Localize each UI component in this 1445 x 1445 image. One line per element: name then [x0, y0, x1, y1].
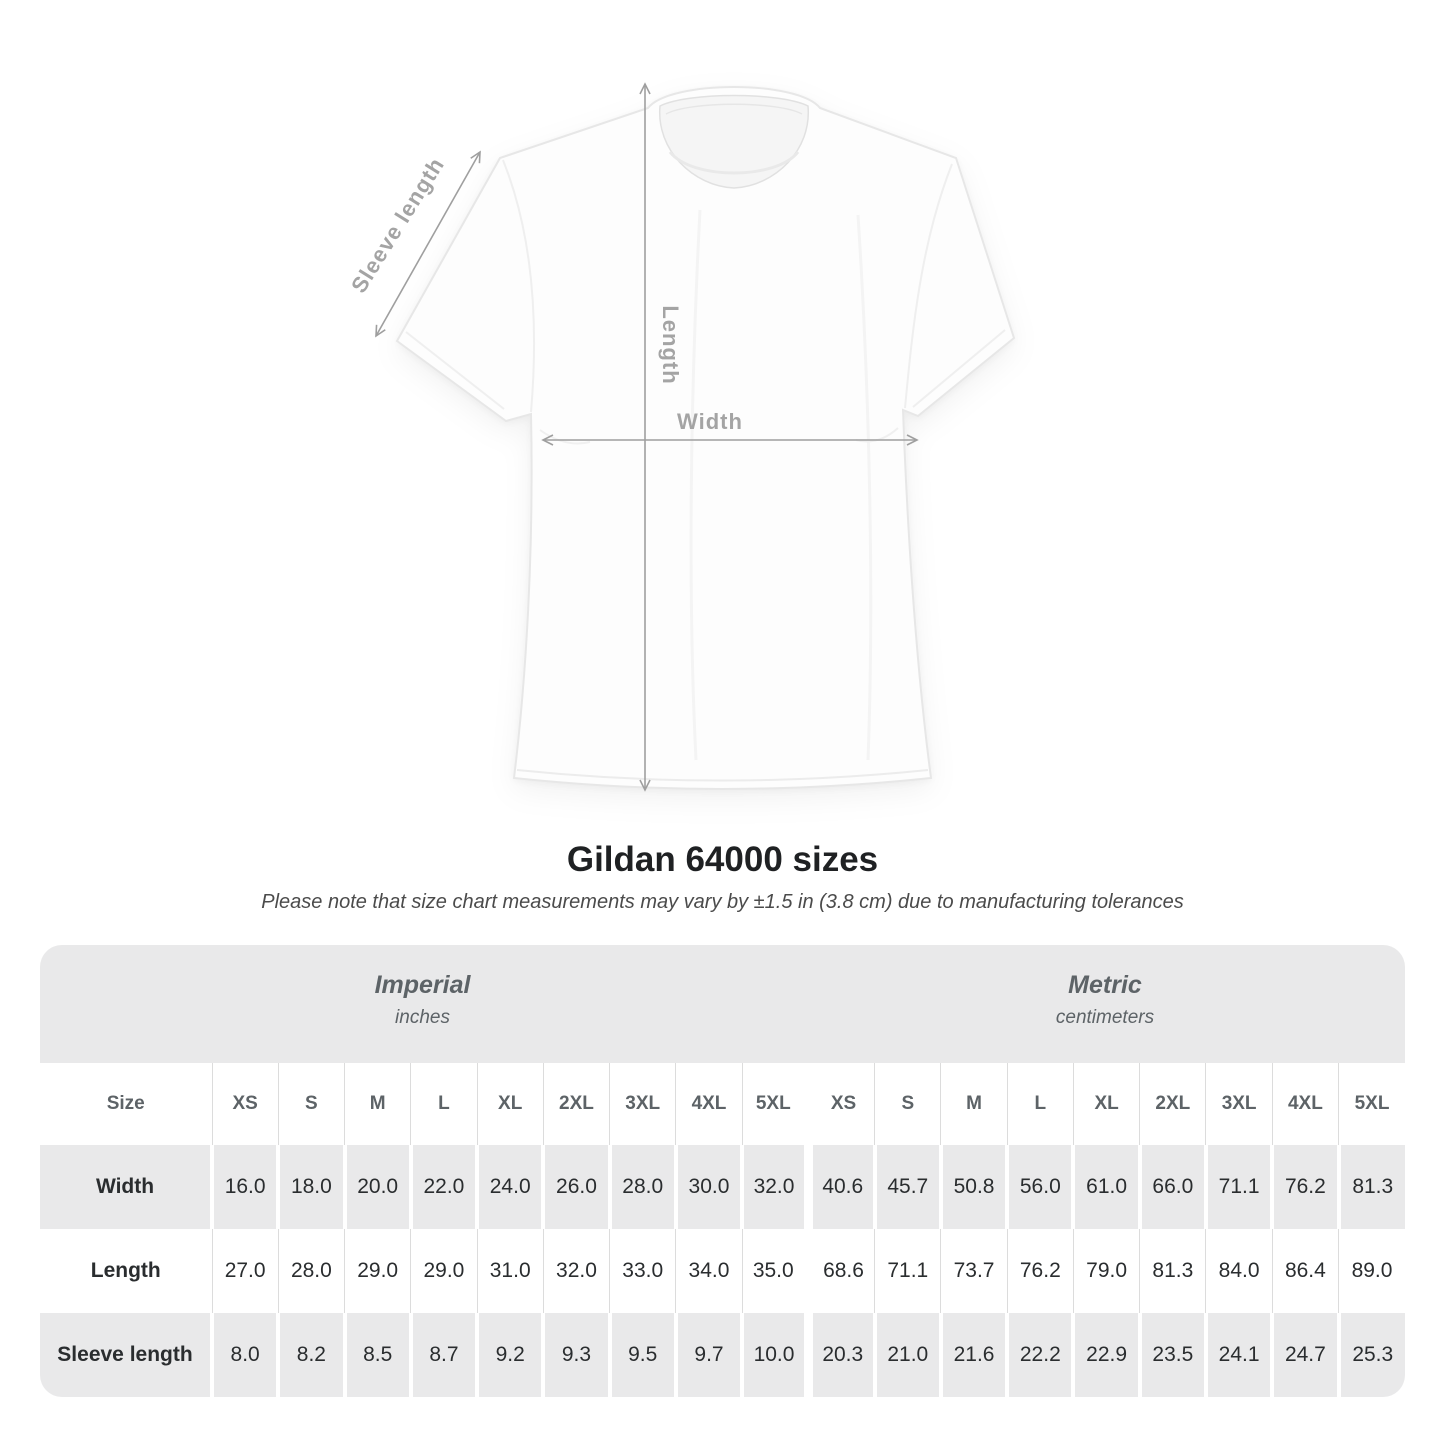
metric-unit: centimeters: [1055, 1007, 1155, 1028]
size-col-header: M: [345, 1063, 411, 1145]
metric-title: Metric: [1068, 971, 1142, 999]
size-value-cell: 18.0: [278, 1145, 344, 1229]
size-value-cell: 28.0: [278, 1229, 344, 1313]
width-label: Width: [677, 409, 743, 434]
size-value-cell: 22.2: [1007, 1313, 1073, 1397]
size-value-cell: 22.0: [411, 1145, 477, 1229]
size-value-cell: 20.3: [808, 1313, 874, 1397]
size-value-cell: 9.5: [610, 1313, 676, 1397]
page-title: Gildan 64000 sizes: [566, 840, 879, 879]
size-value-cell: 30.0: [676, 1145, 742, 1229]
size-value-cell: 31.0: [477, 1229, 543, 1313]
size-value-cell: 22.9: [1073, 1313, 1139, 1397]
size-header-row: [40, 1063, 1405, 1145]
size-value-cell: 23.5: [1140, 1313, 1206, 1397]
size-value-cell: 73.7: [941, 1229, 1007, 1313]
size-value-cell: 81.3: [1140, 1229, 1206, 1313]
size-col-header: L: [411, 1063, 477, 1145]
tshirt-illustration: [397, 87, 1014, 789]
size-col-header: 2XL: [1140, 1063, 1206, 1145]
size-value-cell: 61.0: [1073, 1145, 1139, 1229]
measurement-row: [40, 1313, 1405, 1397]
size-value-cell: 28.0: [610, 1145, 676, 1229]
size-col-header: 3XL: [1206, 1063, 1272, 1145]
size-value-cell: 29.0: [411, 1229, 477, 1313]
size-value-cell: 86.4: [1272, 1229, 1338, 1313]
size-value-cell: 68.6: [808, 1229, 874, 1313]
size-value-cell: 20.0: [345, 1145, 411, 1229]
size-value-cell: 26.0: [543, 1145, 609, 1229]
size-value-cell: 40.6: [808, 1145, 874, 1229]
size-value-cell: 32.0: [742, 1145, 808, 1229]
size-col-header: XL: [477, 1063, 543, 1145]
metric-header: [805, 945, 1405, 1063]
size-grid: [40, 1063, 1405, 1397]
units-band: [40, 945, 1405, 1063]
size-col-header: XL: [1073, 1063, 1139, 1145]
size-value-cell: 33.0: [610, 1229, 676, 1313]
size-value-cell: 32.0: [543, 1229, 609, 1313]
tolerance-note: Please note that size chart measurements may vary by ±1.5 in (3.8 cm) due to manufacturing tolerances: [261, 891, 1184, 913]
size-value-cell: 34.0: [676, 1229, 742, 1313]
size-col-header: 4XL: [1272, 1063, 1338, 1145]
imperial-header: [40, 945, 805, 1063]
size-col-header: 3XL: [610, 1063, 676, 1145]
size-value-cell: 9.7: [676, 1313, 742, 1397]
size-value-cell: 21.0: [875, 1313, 941, 1397]
size-value-cell: 35.0: [742, 1229, 808, 1313]
sleeve-length-label: Sleeve length: [346, 152, 450, 298]
size-value-cell: 25.3: [1339, 1313, 1405, 1397]
size-value-cell: 45.7: [875, 1145, 941, 1229]
size-value-cell: 8.0: [212, 1313, 278, 1397]
size-col-header: S: [278, 1063, 344, 1145]
size-value-cell: 9.2: [477, 1313, 543, 1397]
size-value-cell: 24.0: [477, 1145, 543, 1229]
length-label: Length: [658, 305, 683, 385]
size-col-header: XS: [808, 1063, 874, 1145]
size-value-cell: 24.1: [1206, 1313, 1272, 1397]
size-value-cell: 50.8: [941, 1145, 1007, 1229]
size-col-header: 4XL: [676, 1063, 742, 1145]
imperial-unit: inches: [395, 1007, 450, 1028]
size-value-cell: 76.2: [1007, 1229, 1073, 1313]
size-chart: [40, 945, 1405, 1397]
size-col-header: 5XL: [742, 1063, 808, 1145]
size-value-cell: 79.0: [1073, 1229, 1139, 1313]
size-column-title: Size: [40, 1063, 212, 1145]
size-value-cell: 8.5: [345, 1313, 411, 1397]
size-value-cell: 76.2: [1272, 1145, 1338, 1229]
size-value-cell: 8.7: [411, 1313, 477, 1397]
size-value-cell: 10.0: [742, 1313, 808, 1397]
size-value-cell: 21.6: [941, 1313, 1007, 1397]
row-label: Sleeve length: [40, 1313, 212, 1397]
size-value-cell: 27.0: [212, 1229, 278, 1313]
size-value-cell: 29.0: [345, 1229, 411, 1313]
size-value-cell: 84.0: [1206, 1229, 1272, 1313]
size-col-header: S: [875, 1063, 941, 1145]
size-value-cell: 71.1: [875, 1229, 941, 1313]
measurement-row: [40, 1145, 1405, 1229]
size-col-header: XS: [212, 1063, 278, 1145]
size-col-header: 2XL: [543, 1063, 609, 1145]
size-value-cell: 71.1: [1206, 1145, 1272, 1229]
size-col-header: L: [1007, 1063, 1073, 1145]
size-col-header: M: [941, 1063, 1007, 1145]
size-value-cell: 24.7: [1272, 1313, 1338, 1397]
size-value-cell: 89.0: [1339, 1229, 1405, 1313]
size-col-header: 5XL: [1339, 1063, 1405, 1145]
size-value-cell: 8.2: [278, 1313, 344, 1397]
size-value-cell: 56.0: [1007, 1145, 1073, 1229]
size-value-cell: 81.3: [1339, 1145, 1405, 1229]
row-label: Width: [40, 1145, 212, 1229]
size-value-cell: 66.0: [1140, 1145, 1206, 1229]
row-label: Length: [40, 1229, 212, 1313]
measurement-row: [40, 1229, 1405, 1313]
size-value-cell: 9.3: [543, 1313, 609, 1397]
imperial-title: Imperial: [374, 971, 471, 999]
size-value-cell: 16.0: [212, 1145, 278, 1229]
